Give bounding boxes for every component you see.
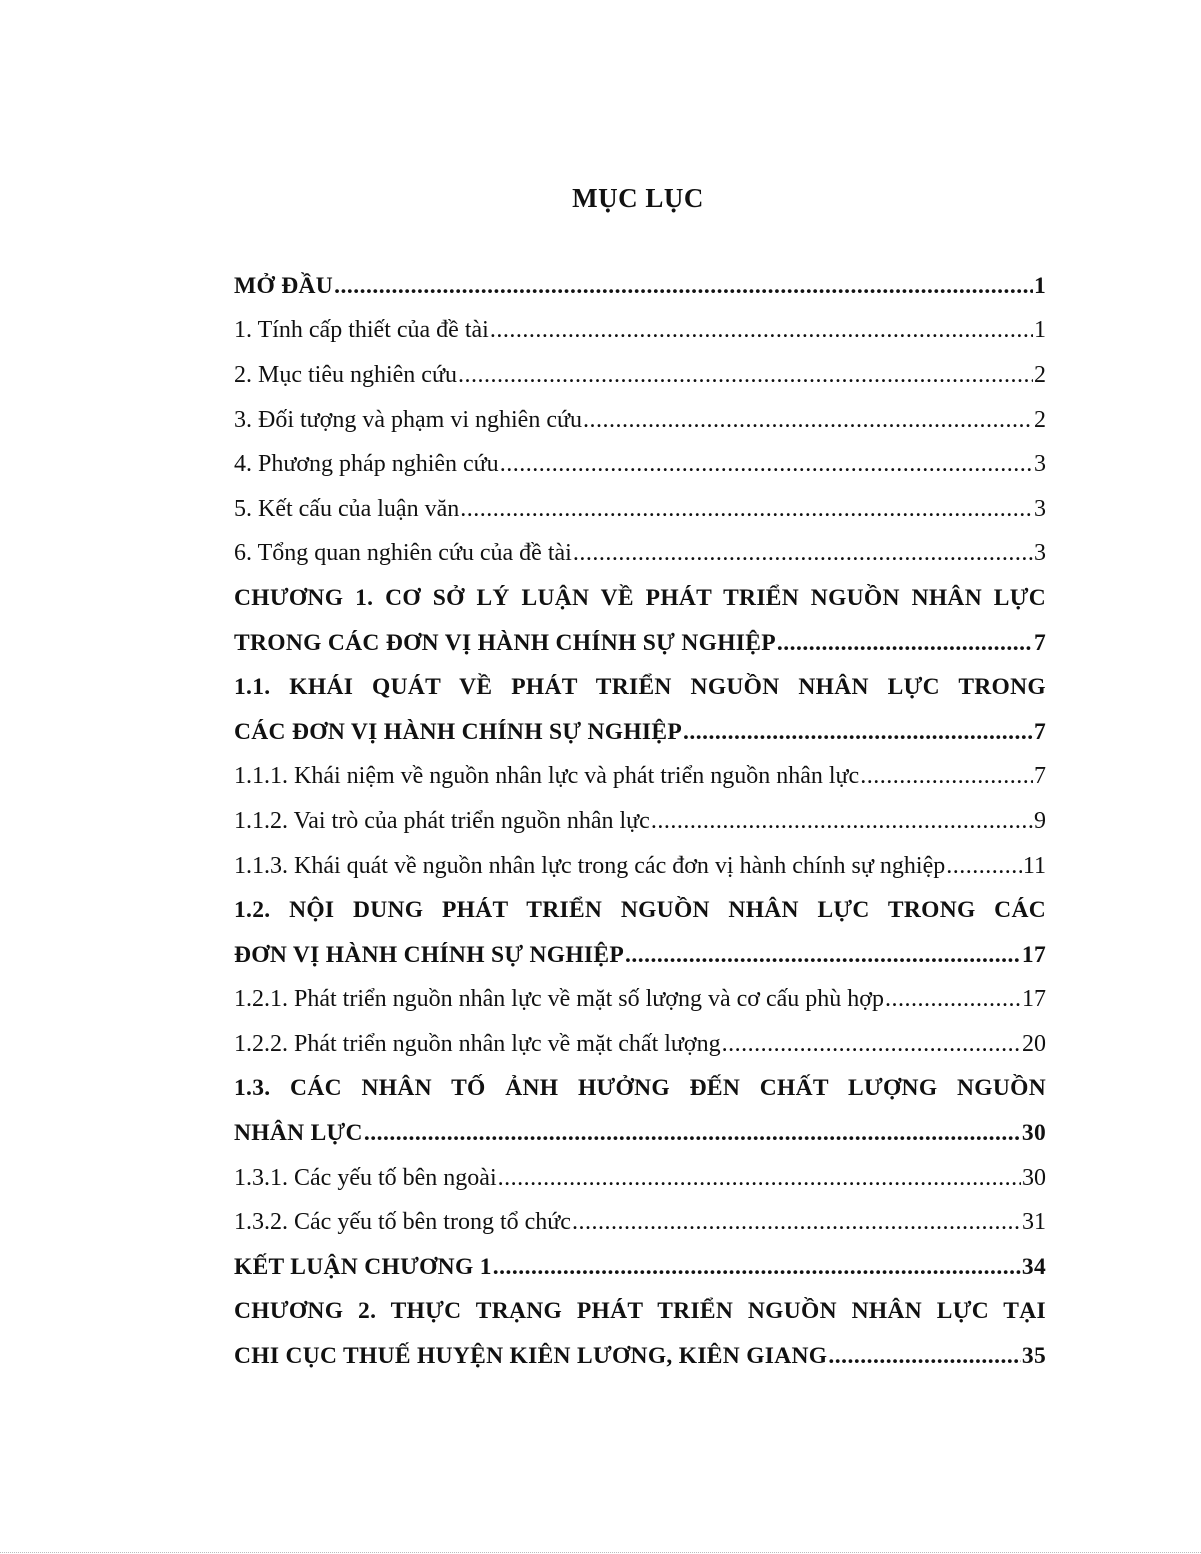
toc-entry[interactable] <box>234 442 1046 487</box>
toc-entry-page-number: 9 <box>1034 807 1046 834</box>
toc-entry-page-number: 2 <box>1034 406 1046 433</box>
toc-entry-title: MỞ ĐẦU <box>234 272 334 299</box>
toc-entry[interactable] <box>234 1022 1046 1067</box>
toc-entry[interactable] <box>234 532 1046 577</box>
toc-entry[interactable] <box>234 621 1046 666</box>
dot-leader <box>490 317 1033 344</box>
toc-entry-title: NHÂN LỰC <box>234 1120 363 1147</box>
toc-entry-title: 1.1.2. Vai trò của phát triển nguồn nhân lực <box>234 807 650 834</box>
dot-leader <box>458 362 1033 389</box>
toc-entry[interactable] <box>234 933 1046 978</box>
dot-leader <box>885 986 1021 1013</box>
toc-entry-title: 1.1. KHÁI QUÁT VỀ PHÁT TRIỂN NGUỒN NHÂN LỰC TRONG <box>234 674 1046 701</box>
toc-entry[interactable] <box>234 1290 1046 1335</box>
toc-entry-title: CHƯƠNG 2. THỰC TRẠNG PHÁT TRIỂN NGUỒN NHÂN LỰC TẠI <box>234 1298 1046 1325</box>
toc-entry[interactable] <box>234 264 1046 309</box>
dot-leader <box>573 540 1033 567</box>
toc-entry-title: 1.2. NỘI DUNG PHÁT TRIỂN NGUỒN NHÂN LỰC TRONG CÁC <box>234 897 1046 924</box>
toc-entry-title: 5. Kết cấu của luận văn <box>234 495 460 522</box>
toc-entry[interactable] <box>234 1245 1046 1290</box>
toc-entry-page-number: 31 <box>1022 1209 1046 1236</box>
toc-entry[interactable] <box>234 1067 1046 1112</box>
toc-entry-page-number: 3 <box>1034 451 1046 478</box>
dot-leader <box>498 1165 1021 1192</box>
toc-entry-title: ĐƠN VỊ HÀNH CHÍNH SỰ NGHIỆP <box>234 941 625 968</box>
toc-entry[interactable] <box>234 309 1046 354</box>
toc-entry-title: 1. Tính cấp thiết của đề tài <box>234 317 489 344</box>
toc-entry[interactable] <box>234 978 1046 1023</box>
toc-entry-title: 3. Đối tượng và phạm vi nghiên cứu <box>234 406 582 433</box>
toc-entry-page-number: 30 <box>1022 1164 1046 1191</box>
dot-leader <box>334 273 1033 300</box>
toc-heading: MỤC LỤC <box>572 183 704 213</box>
toc-entry-page-number: 1 <box>1033 272 1046 299</box>
toc-entry-page-number: 11 <box>1022 852 1046 879</box>
toc-entry[interactable] <box>234 799 1046 844</box>
dot-leader <box>500 451 1033 478</box>
toc-entry-title: 1.2.1. Phát triển nguồn nhân lực về mặt số lượng và cơ cấu phù hợp <box>234 986 884 1013</box>
toc-entry-page-number: 35 <box>1021 1343 1046 1370</box>
toc-entry[interactable] <box>234 487 1046 532</box>
toc-entry[interactable] <box>234 353 1046 398</box>
toc-entry[interactable] <box>234 755 1046 800</box>
toc-entry[interactable] <box>234 888 1046 933</box>
toc-entry[interactable] <box>234 1156 1046 1201</box>
toc-entry[interactable] <box>234 1200 1046 1245</box>
dot-leader <box>860 763 1033 790</box>
dot-leader <box>777 630 1033 657</box>
toc-entry-title: 1.1.3. Khái quát về nguồn nhân lực trong các đơn vị hành chính sự nghiệp <box>234 852 946 879</box>
dot-leader <box>364 1120 1021 1147</box>
table-of-contents <box>234 264 1046 1379</box>
toc-entry-page-number: 7 <box>1033 629 1046 656</box>
toc-entry-page-number: 34 <box>1021 1253 1046 1280</box>
toc-entry[interactable] <box>234 1111 1046 1156</box>
toc-entry-title: TRONG CÁC ĐƠN VỊ HÀNH CHÍNH SỰ NGHIỆP <box>234 629 776 656</box>
dot-leader <box>651 808 1033 835</box>
dot-leader <box>572 1209 1021 1236</box>
toc-entry-title: CHI CỤC THUẾ HUYỆN KIÊN LƯƠNG, KIÊN GIANG <box>234 1343 828 1370</box>
dot-leader <box>828 1343 1021 1370</box>
dot-leader <box>583 407 1033 434</box>
toc-entry-page-number: 3 <box>1034 540 1046 567</box>
toc-entry-title: CHƯƠNG 1. CƠ SỞ LÝ LUẬN VỀ PHÁT TRIỂN NGUỒN NHÂN LỰC <box>234 584 1046 611</box>
toc-entry[interactable] <box>234 576 1046 621</box>
toc-entry-page-number: 30 <box>1021 1120 1046 1147</box>
dot-leader <box>946 853 1022 880</box>
dot-leader <box>683 719 1033 746</box>
toc-entry-page-number: 17 <box>1021 941 1046 968</box>
dot-leader <box>460 496 1033 523</box>
toc-entry[interactable] <box>234 398 1046 443</box>
toc-entry-page-number: 17 <box>1022 986 1046 1013</box>
toc-entry[interactable] <box>234 710 1046 755</box>
toc-entry-page-number: 7 <box>1034 763 1046 790</box>
dot-leader <box>493 1254 1021 1281</box>
toc-entry-title: 1.3.1. Các yếu tố bên ngoài <box>234 1164 497 1191</box>
dot-leader <box>722 1031 1021 1058</box>
toc-entry[interactable] <box>234 665 1046 710</box>
toc-entry-title: 6. Tổng quan nghiên cứu của đề tài <box>234 540 572 567</box>
toc-entry-page-number: 2 <box>1034 361 1046 388</box>
toc-entry[interactable] <box>234 1334 1046 1379</box>
toc-entry-page-number: 7 <box>1033 718 1046 745</box>
toc-entry-title: 2. Mục tiêu nghiên cứu <box>234 361 457 388</box>
toc-entry[interactable] <box>234 844 1046 889</box>
toc-entry-title: CÁC ĐƠN VỊ HÀNH CHÍNH SỰ NGHIỆP <box>234 718 682 745</box>
toc-entry-title: 1.2.2. Phát triển nguồn nhân lực về mặt chất lượng <box>234 1030 721 1057</box>
toc-entry-title: 1.1.1. Khái niệm về nguồn nhân lực và phát triển nguồn nhân lực <box>234 763 860 790</box>
toc-entry-title: KẾT LUẬN CHƯƠNG 1 <box>234 1253 492 1280</box>
toc-entry-title: 4. Phương pháp nghiên cứu <box>234 451 499 478</box>
toc-entry-page-number: 20 <box>1022 1030 1046 1057</box>
toc-entry-page-number: 1 <box>1034 317 1046 344</box>
toc-entry-title: 1.3.2. Các yếu tố bên trong tổ chức <box>234 1209 571 1236</box>
toc-entry-page-number: 3 <box>1034 495 1046 522</box>
dot-leader <box>625 942 1021 969</box>
toc-entry-title: 1.3. CÁC NHÂN TỐ ẢNH HƯỞNG ĐẾN CHẤT LƯỢNG NGUỒN <box>234 1075 1046 1102</box>
